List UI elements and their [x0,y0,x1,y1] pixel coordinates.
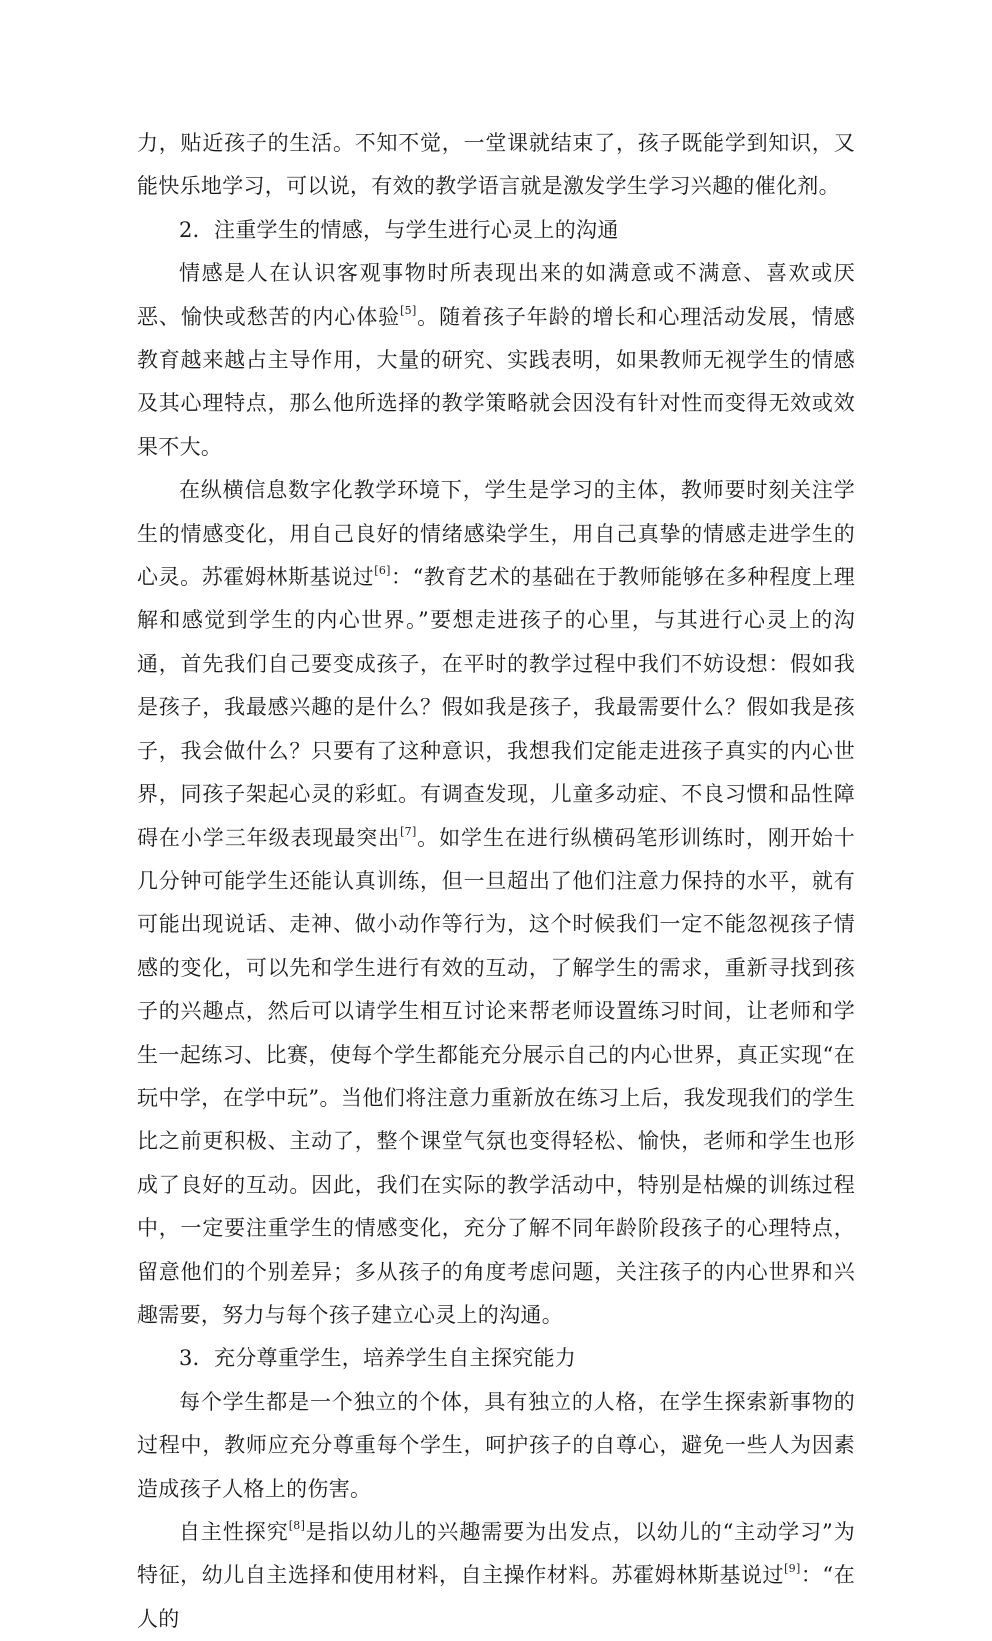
paragraph-text: ：“在人的 [137,1563,856,1631]
citation-ref-7: [7] [400,824,417,838]
section-heading-3: 3．充分尊重学生，培养学生自主探究能力 [179,1346,577,1371]
paragraph-text: 在纵横信息数字化教学环境下，学生是学习的主体，教师要时刻关注学生的情感变化，用自己良好的情绪感染学生，用自己真挚的情感走进学生的心灵。苏霍姆林斯基说过 [137,478,855,590]
paragraph-text: 。如学生在进行纵横码笔形训练时，刚开始十几分钟可能学生还能认真训练，但一旦超出了他们注意力保持的水平，就有可能出现说话、走神、做小动作等行为，这个时候我们一定不能忽视孩子情感的变化，可以先和学生进行有效的互动，了解学生的需求，重新寻找到孩子的兴趣点，然后可以请学生相互讨论来帮老师设置练习时间，让老师和学生一起练习、比赛，使每个学生都能充分展示自己的内心世界，真正实现“在玩中学，在学中玩”。当他们将注意力重新放在练习上后，我发现我们的学生比之前更积极、主动了，整个课堂气氛也变得轻松、愉快，老师和学生也形成了良好的互动。因此，我们在实际的教学活动中，特别是枯燥的训练过程中，一定要注重学生的情感变化，充分了解不同年龄阶段孩子的心理特点，留意他们的个别差异；多从孩子的角度考虑问题，关注孩子的内心世界和兴趣需要，努力与每个孩子建立心灵上的沟通。 [137,825,856,1327]
paragraph-respect-students: 每个学生都是一个独立的个体，具有独立的人格，在学生探索新事物的过程中，教师应充分尊重每个学生，呵护孩子的自尊心，避免一些人为因素造成孩子人格上的伤害。 [137,1389,855,1501]
citation-ref-5: [5] [400,303,417,317]
paragraph-text: 自主性探究 [179,1520,289,1544]
paragraph-text: 情感是人在认识客观事物时所表现出来的如满意或不满意、喜欢或厌恶、愉快或愁苦的内心体验 [137,261,855,329]
document-page [137,122,855,1641]
citation-ref-6: [6] [374,564,391,578]
section-heading-2: 2．注重学生的情感，与学生进行心灵上的沟通 [179,217,619,242]
citation-ref-8: [8] [288,1519,306,1532]
paragraph-text: 是指以幼儿的兴趣需要为出发点，以幼儿的“主动学习”为特征，幼儿自主选择和使用材料，自主操作材料。苏霍姆林斯基说过 [137,1520,855,1588]
citation-ref-9: [9] [784,1562,801,1576]
paragraph-emotion-definition [137,252,855,469]
paragraph-text: 。随着孩子年龄的增长和心理活动发展，情感教育越来越占主导作用，大量的研究、实践表明，如果教师无视学生的情感及其心理特点，那么他所选择的教学策略就会因没有针对性而变得无效或效果不大。 [137,304,856,459]
paragraph-autonomous-inquiry [137,1511,855,1641]
paragraph-continuation: 力，贴近孩子的生活。不知不觉，一堂课就结束了，孩子既能学到知识，又能快乐地学习，可以说，有效的教学语言就是激发学生学习兴趣的催化剂。 [137,131,855,199]
paragraph-digital-environment [137,469,855,1337]
paragraph-text: ：“教育艺术的基础在于教师能够在多种程度上理解和感觉到学生的内心世界。”要想走进孩子的心里，与其进行心灵上的沟通，首先我们自己要变成孩子，在平时的教学过程中我们不妨设想：假如我是孩子，我最感兴趣的是什么？假如我是孩子，我最需要什么？假如我是孩子，我会做什么？只要有了这种意识，我想我们定能走进孩子真实的内心世界，同孩子架起心灵的彩虹。有调查发现，儿童多动症、不良习惯和品性障碍在小学三年级表现最突出 [137,565,855,850]
